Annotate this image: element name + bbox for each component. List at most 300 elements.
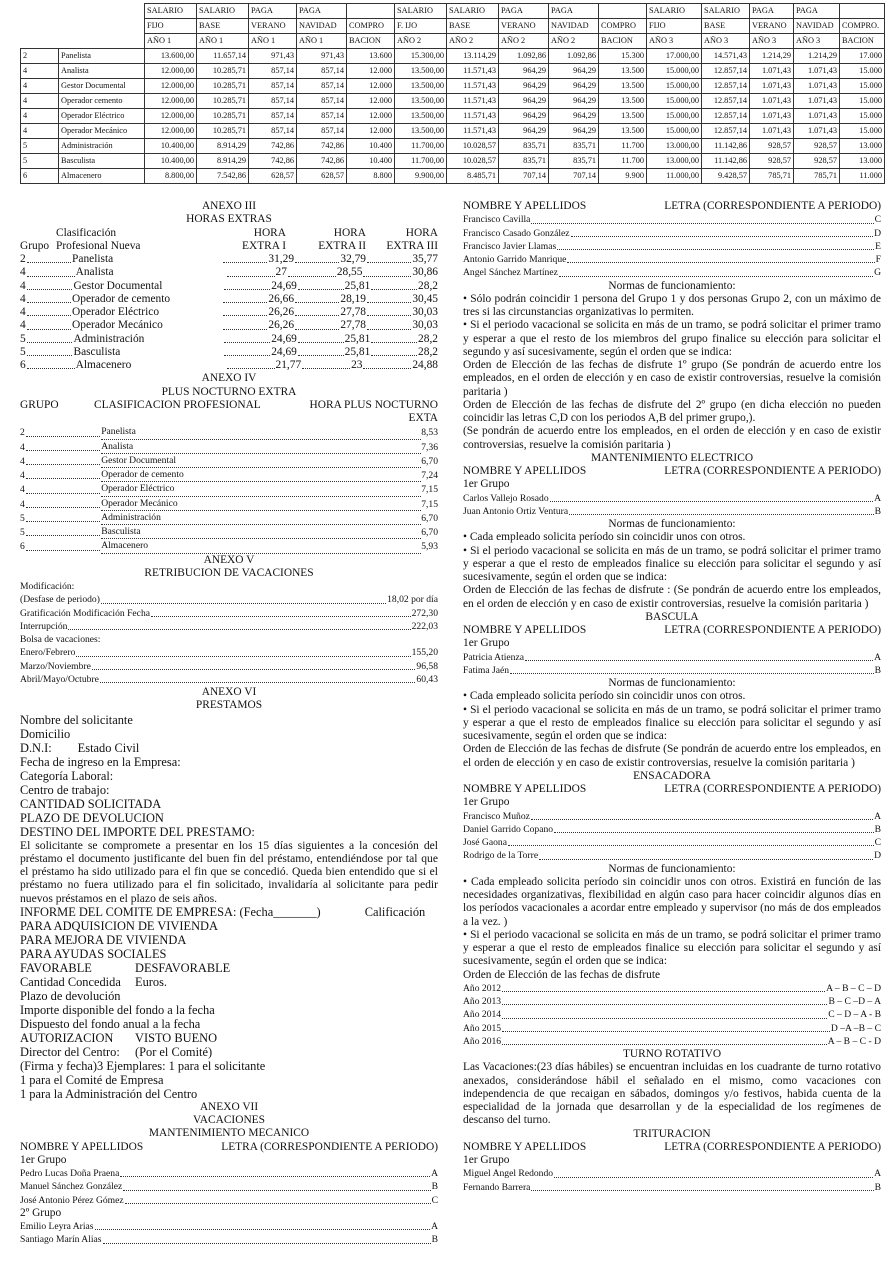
salary-cell: 12.000 (347, 64, 395, 79)
person-name: Santiago Marín Alias (20, 1234, 102, 1246)
group-number: 5 (20, 527, 25, 538)
person-name: Año 2013 (463, 996, 502, 1007)
salary-cell: 11.571,43 (447, 79, 499, 94)
norma-paragraph: • Si el periodo vacacional se solicita en más de un tramo, se podrá solicitar el primer tramo y esperar a que el resto de empleados finalice su elección para solicitar el segundo y así sucesivamente, según el orden que se indica: (463, 703, 881, 742)
leader-dots (502, 1031, 830, 1032)
anexo5-desfase: (Desfase de periodo) 18,02 por día (20, 594, 438, 606)
group-number: 2 (20, 427, 25, 439)
leader-dots (295, 315, 339, 316)
salary-cell: 10.285,71 (197, 124, 249, 139)
leader-dots (502, 991, 825, 992)
period-letter: A (431, 1221, 438, 1233)
leader-dots (559, 276, 873, 277)
bascula-rows (463, 651, 881, 678)
salary-header-cell: VERANO (750, 19, 794, 34)
bolsa-value: 155,20 (411, 647, 438, 659)
salary-cell: 971,43 (297, 49, 347, 64)
salary-row (21, 109, 885, 124)
ensacadora-normas (463, 876, 881, 969)
norma-paragraph: • Cada empleado solicita período sin coincidir unos con otros. Existirá en función de las necesidades organizativas, flexibilidad en algún caso para hacer coincidir algunos días en los períodos vacacionales a acordar entre empleado y supervisor (no más de dos empleados a la vez. ) (463, 875, 881, 928)
name-row (463, 1167, 881, 1180)
bolsa-label: Marzo/Noviembre (20, 660, 91, 672)
salary-cell: 7.542,86 (197, 169, 249, 184)
salary-cell: 742,86 (249, 154, 297, 169)
plus-value: 7,15 (421, 484, 438, 496)
leader-dots (223, 329, 267, 330)
person-name: Patricia Atienza (463, 651, 525, 663)
salary-header-cell (21, 34, 59, 49)
salary-cell: 835,71 (549, 154, 599, 169)
salary-cell: 15.000 (840, 109, 885, 124)
salary-cell: Administración (59, 139, 145, 154)
leader-dots (288, 276, 336, 277)
salary-cell: 11.700 (599, 139, 647, 154)
bolsa-row (20, 673, 438, 686)
salary-cell: 5 (21, 154, 59, 169)
salary-cell: 1.071,43 (794, 64, 840, 79)
salary-cell: 15.000 (840, 94, 885, 109)
name-row (463, 227, 881, 240)
mec-group1-rows (20, 1167, 438, 1207)
bolsa-label: Enero/Febrero (20, 647, 76, 659)
leader-dots (531, 1190, 873, 1191)
period-letter: B (431, 1181, 438, 1193)
salary-header-cell: FIJO (647, 19, 702, 34)
plus-value: 5,93 (421, 541, 438, 553)
salary-cell: 1.071,43 (750, 79, 794, 94)
name-row (463, 651, 881, 664)
period-letter: B (431, 1234, 438, 1246)
right-column: NOMBRE Y APELLIDOS LETRA (CORRESPONDIENTE A PERIODO) Francisco Cavilla C Francisco Casado González D Francisco Javier Llamas E Antonio Garrido Manrique F Angel Sánchez Martínez G Normas de funcionamiento: • Sólo podrán coincidir 1 persona del Grupo 1 y dos personas Grupo 2, con un máximo de tres si las circunstancias organizativas lo permiten. • Si el periodo vacacional se solicita en más de un tramo, se podrá solicitar el primer tramo y esperar a que el resto de los miembros del grupo finalice su elección para solicitar el segundo y así sucesivamente, según el orden que se indica: Orden de Elección de las fechas de disfrute 1º grupo (Se pondrán de acuerdo entre los empleados, en el orden de elección y en caso de existir controversias, resuelve la comisión paritaria ) Orden de Elección de las fechas de disfrute del 2º grupo (en dicha elección no pueden coincidir las letras C,D con los periodos A,B del primer grupo,). (Se pondrán de acuerdo entre los empleados, en el orden de elección y en caso de existir controversias, resuelve la comisión paritaria ) MANTENIMIENTO ELECTRICO NOMBRE Y APELLIDOS LETRA (CORRESPONDIENTE A PERIODO) 1er Grupo Carlos Vallejo Rosado A Juan Antonio Ortiz Ventura B Normas de funcionamiento: • Cada empleado solicita período sin coincidir unos con otros. • Si el periodo vacacional se solicita en más de un tramo, se podrá solicitar el primer tramo y esperar a que el resto de empleados finalice su elección para solicitar el segundo y así sucesivamente, según el orden que se indica: Orden de Elección de las fechas de disfrute : (Se pondrán de acuerdo entre los empleados, en el orden de elección y en caso de existir controversias, resuelve la comisión paritaria ) BASCULA NOMBRE Y APELLIDOS LETRA (CORRESPONDIENTE A PERIODO) 1er Grupo Patricia Atienza A Fatima Jaén B Normas de funcionamiento: • Cada empleado solicita período sin coincidir unos con otros. • Si el periodo vacacional se solicita en más de un tramo, se podrá solicitar el primer tramo y esperar a que el resto de empleados finalice su elección para solicitar el segundo y así sucesivamente, según el orden que se indica: Orden de Elección de las fechas de disfrute (Se pondrán de acuerdo entre los empleados, en el orden de elección y en caso de existir controversias, resuelve la comisión paritaria ) ENSACADORA NOMBRE Y APELLIDOS LETRA (CORRESPONDIENTE A PERIODO) 1er Grupo Francisco Muñoz A Daniel Garrido Copano B José Gaona C Rodrigo de la Torre D Normas de funcionamiento: • Cada empleado solicita período sin coincidir unos con otros. Existirá en función de las necesidades organizativas, flexibilidad en algún caso para hacer coincidir algunos días en los períodos vacacionales a acordar entre empleado y supervisor (no más de dos empleados a la vez. ) • Si el periodo vacacional se solicita en más de un tramo, se podrá solicitar el primer tramo y esperar a que el resto de empleados finalice su elección para solicitar el segundo y así sucesivamente, según el orden que se indica: Orden de Elección de las fechas de disfrute Año 2012 A – B – C – D Año 2013 B – C –D – A Año 2014 C – D – A - B Año 2015 D –A –B – C Año 2016 A – B – C - D TURNO ROTATIVO Las Vacaciones:(23 días hábiles) se encuentran incluidas en los cuadrante de turno rotativo anexados, considerándose hábil el señalado en el mismo, como vacaciones con independencia de que recaigan en sábados, domingos y/o festivos, habida cuenta de la especialidad de la jornada que desarrollan y de la especialidad de los regímenes de descanso del turno. TRITURACION NOMBRE Y APELLIDOS LETRA (CORRESPONDIENTE A PERIODO) 1er Grupo Miguel Angel Redondo A Fernando Barrera B (463, 200, 881, 1193)
salary-header-cell: AÑO 1 (197, 34, 249, 49)
mec-group2-rows (20, 1220, 438, 1247)
plus-value: 6,70 (421, 527, 438, 538)
salary-cell: 13.600 (347, 49, 395, 64)
period-letter: G (874, 267, 881, 279)
extra1-value: 21,77 (275, 359, 302, 371)
leader-dots (26, 450, 100, 451)
name-row (463, 995, 881, 1008)
extra2-value: 32,79 (340, 253, 367, 265)
extra2-value: 25,81 (344, 332, 371, 345)
anexo4-row (20, 468, 438, 482)
ensacadora-rows (463, 810, 881, 863)
salary-cell: 707,14 (499, 169, 549, 184)
leader-dots (26, 535, 100, 536)
norma-paragraph: • Si el periodo vacacional se solicita en más de un tramo, se podrá solicitar el primer tramo y esperar a que el resto de los miembros del grupo finalice su elección para solicitar el segundo y así sucesivamente, según el orden que se indica: (463, 319, 881, 358)
leader-dots (367, 262, 411, 263)
salary-cell: 15.000,00 (647, 94, 702, 109)
category-name: Almacenero (75, 359, 132, 371)
anexo3-rows (20, 253, 438, 372)
salary-cell: 13.600,00 (145, 49, 197, 64)
salary-cell: 15.000 (840, 124, 885, 139)
salary-header-cell: COMPRO (347, 19, 395, 34)
salary-cell: 11.571,43 (447, 94, 499, 109)
salary-header-cell (59, 4, 145, 19)
salary-cell: 8.800,00 (145, 169, 197, 184)
extra3-value: 35,77 (412, 253, 438, 265)
mec-normas (463, 293, 881, 452)
name-row (463, 823, 881, 836)
salary-cell: 11.571,43 (447, 124, 499, 139)
salary-header-cell: NAVIDAD (297, 19, 347, 34)
category-name: Panelista (72, 253, 114, 265)
norma-paragraph: • Si el periodo vacacional se solicita en más de un tramo, se podrá solicitar el primer tramo y esperar a que el resto de empleados finalice su elección para solicitar el segundo y así sucesivamente, según el orden que se indica: (463, 544, 881, 583)
name-row (20, 1180, 438, 1193)
salary-cell: 785,71 (750, 169, 794, 184)
category-name: Operador Mecánico (72, 319, 163, 332)
person-name: Francisco Muñoz (463, 810, 530, 822)
anexo6-title: ANEXO VI (201, 686, 257, 698)
name-row (463, 836, 881, 849)
salary-cell: 785,71 (794, 169, 840, 184)
category-name: Analista (75, 266, 114, 279)
salary-cell: 10.400,00 (145, 139, 197, 154)
salary-cell: 1.214,29 (750, 49, 794, 64)
salary-cell: 964,29 (549, 79, 599, 94)
period-letter: B (874, 1181, 881, 1193)
name-row (20, 1220, 438, 1233)
extra3-value: 30,45 (412, 292, 438, 305)
salary-header-cell: SALARIO (395, 4, 447, 19)
salary-cell: 15.000 (840, 79, 885, 94)
mec-continued-rows (463, 213, 881, 279)
period-letter: A (431, 1168, 438, 1180)
salary-header-cell: PAGA (499, 4, 549, 19)
group-number: 4 (20, 279, 26, 292)
elec-normas (463, 531, 881, 611)
salary-cell: 15.000,00 (647, 64, 702, 79)
leader-dots (92, 669, 416, 670)
salary-cell: 9.428,57 (702, 169, 750, 184)
leader-dots (557, 249, 874, 250)
salary-cell: 12.000,00 (145, 79, 197, 94)
leader-dots (120, 1176, 430, 1177)
salary-cell: 13.000 (840, 154, 885, 169)
salary-cell: 13.500 (599, 79, 647, 94)
name-row (463, 982, 881, 995)
salary-row (21, 124, 885, 139)
salary-cell: 13.500 (599, 64, 647, 79)
leader-dots (95, 1229, 431, 1230)
salary-header-cell: VERANO (499, 19, 549, 34)
bolsa-row (20, 646, 438, 659)
salary-cell: 628,57 (297, 169, 347, 184)
name-row (463, 810, 881, 823)
leader-dots (295, 329, 339, 330)
elec-rows (463, 492, 881, 519)
salary-cell: 14.571,43 (702, 49, 750, 64)
period-letter: A (874, 492, 881, 504)
salary-cell: 964,29 (499, 124, 549, 139)
person-name: Juan Antonio Ortiz Ventura (463, 505, 569, 517)
plus-value: 6,70 (421, 512, 438, 524)
leader-dots (224, 342, 270, 343)
anexo5-title: ANEXO V (203, 553, 255, 566)
left-column: ANEXO III HORAS EXTRAS Clasificación HORA HORA HORA Grupo Profesional Nueva EXTRA I EXTRA II EXTRA III 2 Panelista 31,29 32,79 35,77 4 Analista 27 28,55 30,86 4 Gestor Documental 24,69 25,81 28,2 4 Operador de cemento 26,66 28,19 30,45 4 Operador Eléctrico 26,26 27,78 30,03 4 Operador Mecánico 26,26 27,78 30,03 5 Administración 24,69 25,81 28,2 5 Basculista 24,69 25,81 28,2 6 Almacenero 21,77 23 24,88 ANEXO IV PLUS NOCTURNO EXTRA GRUPO CLASIFICACION PROFESIONAL HORA PLUS NOCTURNO EXTA 2 Panelista 8,53 4 Analista 7,36 4 Gestor Documental 6,70 4 Operador de cemento 7,24 4 Operador Eléctrico 7,15 4 Operador Mecánico 7,15 5 Administración 6,70 5 Basculista 6,70 6 Almacenero 5,93 ANEXO V RETRIBUCION DE VACACIONES Modificación: (Desfase de periodo) 18,02 por día Gratificación Modificación Fecha 272,30 Interrupción 222,03 Bolsa de vacaciones: Enero/Febrero 155,20 Marzo/Noviembre 96,58 Abril/Mayo/Octubre 60,43 ANEXO VI PRESTAMOS Nombre del solicitante Domicilio D.N.I: Estado Civil Fecha de ingreso en la Empresa: Categoría Laboral: Centro de trabajo: CANTIDAD SOLICITADA PLAZO DE DEVOLUCION DESTINO DEL IMPORTE DEL PRESTAMO: El solicitante se compromete a presentar en los 15 días siguientes a la concesión del préstamo el documento justificante del buen fin del préstamo, entendiéndose por tal que el préstamo ha sido utilizado para el fin que se concedió. Queda bien entendido que si el préstamo no fuera utilizado para el fin solicitado, invalidaría al solicitante para pedir nuevos préstamos en el plazo de seis años. INFORME DEL COMITE DE EMPRESA: (Fecha_______) Calificación PARA ADQUISICION DE VIVIENDA PARA MEJORA DE VIVIENDA PARA AYUDAS SOCIALES FAVORABLE DESFAVORABLE Cantidad Concedida Euros. Plazo de devolución Importe disponible del fondo a la fecha Dispuesto del fondo anual a la fecha AUTORIZACION VISTO BUENO Director del Centro: (Por el Comité) (Firma y fecha)3 Ejemplares: 1 para el solicitante 1 para el Comité de Empresa 1 para la Administración del Centro ANEXO VII VACACIONES MANTENIMIENTO MECANICO NOMBRE Y APELLIDOS LETRA (CORRESPONDIENTE A PERIODO) 1er Grupo Pedro Lucas Doña Praena A Manuel Sánchez González B José Antonio Pérez Gómez C 2º Grupo Emilio Leyra Arias A Santiago Marín Alias B (20, 200, 438, 1246)
salary-cell: 10.028,57 (447, 139, 499, 154)
name-row (463, 213, 881, 226)
trit-rows (463, 1167, 881, 1194)
salary-header-cell (59, 34, 145, 49)
salary-header-cell: SALARIO (145, 4, 197, 19)
norma-paragraph: • Si el periodo vacacional se solicita en más de un tramo, se podrá solicitar el primer tramo y esperar a que el resto de empleados finalice su elección para solicitar el segundo y así sucesivamente, según el orden que se indica: (463, 928, 881, 968)
norma-paragraph: • Cada empleado solicita período sin coincidir unos con otros. (463, 690, 746, 703)
category-name: Basculista (101, 525, 421, 539)
salary-cell: 13.000,00 (647, 139, 702, 154)
salary-cell: Gestor Documental (59, 79, 145, 94)
salary-cell: 4 (21, 79, 59, 94)
salary-cell: 1.071,43 (794, 109, 840, 124)
name-row (463, 664, 881, 677)
salary-cell: 12.000,00 (145, 94, 197, 109)
name-row (463, 1181, 881, 1194)
leader-dots (295, 262, 339, 263)
period-letter: B (874, 505, 881, 517)
group-number: 4 (20, 266, 26, 279)
norma-paragraph: Orden de Elección de las fechas de disfrute : (Se pondrán de acuerdo entre los empleados, en el orden de elección y en caso de existir controversias, resuelve la comisión paritaria ) (463, 584, 881, 610)
category-name: Gestor Documental (101, 454, 421, 468)
period-letter: C (431, 1194, 438, 1206)
category-name: Almacenero (101, 539, 421, 553)
norma-paragraph: Orden de Elección de las fechas de disfrute 1º grupo (Se pondrán de acuerdo entre los empleados, en el orden de elección y en caso de existir controversias, resuelve la comisión paritaria ) (463, 359, 881, 398)
group-number: 5 (20, 512, 25, 524)
salary-cell: 11.142,86 (702, 139, 750, 154)
anexo4-row (20, 497, 438, 511)
bolsa-row (20, 660, 438, 673)
salary-cell: 10.400,00 (145, 154, 197, 169)
category-name: Operador de cemento (101, 468, 421, 482)
salary-cell: 13.500 (599, 124, 647, 139)
leader-dots (510, 673, 874, 674)
name-row (463, 1022, 881, 1035)
salary-header-cell (21, 4, 59, 19)
salary-row (21, 49, 885, 64)
leader-dots (298, 342, 344, 343)
salary-header-cell: COMPRO. (840, 19, 885, 34)
leader-dots (554, 1177, 873, 1178)
plus-value: 7,36 (421, 441, 438, 453)
salary-cell: 5 (21, 139, 59, 154)
extra1-value: 26,26 (268, 306, 295, 318)
category-name: Operador de cemento (72, 292, 171, 305)
leader-dots (371, 355, 417, 356)
plus-value: 7,24 (421, 470, 438, 481)
name-row (463, 266, 881, 279)
salary-cell: 12.000 (347, 94, 395, 109)
salary-cell: 964,29 (549, 124, 599, 139)
period-letter: A – B – C - D (827, 1035, 881, 1047)
anexo5-subtitle: RETRIBUCION DE VACACIONES (144, 566, 314, 579)
group-number: 4 (20, 306, 26, 318)
period-letter: C (874, 214, 881, 226)
leader-dots (302, 368, 350, 369)
norma-paragraph: • Cada empleado solicita período sin coincidir unos con otros. (463, 531, 746, 544)
period-letter: E (875, 240, 881, 252)
salary-cell: 15.000,00 (647, 79, 702, 94)
anexo4-row (20, 511, 438, 525)
category-name: Operador Eléctrico (101, 482, 421, 496)
norma-paragraph: (Se pondrán de acuerdo entre los empleados, en el orden de elección y en caso de existir controversias, resuelve la comisión paritaria ) (463, 425, 881, 451)
salary-cell: 964,29 (499, 79, 549, 94)
salary-cell: 15.000,00 (647, 109, 702, 124)
salary-cell: 15.000,00 (647, 124, 702, 139)
group-number: 4 (20, 484, 25, 496)
period-letter: B (874, 664, 881, 676)
name-row (463, 240, 881, 253)
leader-dots (27, 302, 71, 303)
salary-cell: 835,71 (549, 139, 599, 154)
salary-cell: 12.857,14 (702, 79, 750, 94)
person-name: Antonio Garrido Manrique (463, 254, 567, 265)
salary-header-cell: AÑO 1 (297, 34, 347, 49)
person-name: Rodrigo de la Torre (463, 850, 539, 862)
salary-cell: 1.071,43 (794, 79, 840, 94)
trit-title: TRITURACION (633, 1127, 711, 1140)
leader-dots (539, 859, 873, 860)
leader-dots (525, 660, 873, 661)
norma-paragraph: • Sólo podrán coincidir 1 persona del Grupo 1 y dos personas Grupo 2, con un máximo de tres si las circunstancias organizativas lo permiten. (463, 292, 881, 318)
salary-cell: 1.071,43 (794, 94, 840, 109)
salary-cell: 11.700,00 (395, 154, 447, 169)
person-name: Miguel Angel Redondo (463, 1168, 554, 1180)
salary-header-cell: FIJO (145, 19, 197, 34)
anexo3-row (20, 306, 438, 319)
leader-dots (26, 436, 100, 437)
leader-dots (125, 1203, 431, 1204)
period-letter: C (874, 837, 881, 848)
name-row (463, 492, 881, 505)
anexo3-row (20, 266, 438, 279)
salary-header-cell (840, 4, 885, 19)
leader-dots (227, 368, 275, 369)
name-row (20, 1194, 438, 1207)
leader-dots (227, 276, 275, 277)
leader-dots (103, 1243, 431, 1244)
salary-header-cell: SALARIO (197, 4, 249, 19)
leader-dots (571, 236, 874, 237)
person-name: José Antonio Pérez Gómez (20, 1194, 124, 1206)
salary-cell: 857,14 (249, 94, 297, 109)
salary-cell: 10.285,71 (197, 94, 249, 109)
period-letter: A (874, 810, 881, 822)
salary-cell: 4 (21, 94, 59, 109)
person-name: Francisco Javier Llamas (463, 240, 557, 252)
extra1-value: 26,66 (268, 292, 295, 305)
leader-dots (223, 315, 267, 316)
salary-header-cell: PAGA (249, 4, 297, 19)
salary-header-cell: AÑO 2 (499, 34, 549, 49)
anexo6-paragraph: El solicitante se compromete a presentar en los 15 días siguientes a la concesión del préstamo el documento justificante del buen fin del préstamo, entendiéndose por tal que el préstamo ha sido utilizado para el fin que se concedió. Queda bien entendido que si el préstamo no fuera utilizado para el fin solicitado, invalidaría al solicitante para pedir nuevos préstamos en el plazo de seis años. (20, 838, 438, 905)
period-letter: B (874, 823, 881, 835)
period-letter: A – B – C – D (826, 982, 881, 994)
salary-cell: 742,86 (297, 139, 347, 154)
salary-cell: 835,71 (499, 154, 549, 169)
salary-cell: 857,14 (249, 124, 297, 139)
salary-header-cell: SALARIO (702, 4, 750, 19)
anexo4-title: ANEXO IV (201, 372, 257, 385)
salary-cell: 10.285,71 (197, 109, 249, 124)
leader-dots (295, 302, 339, 303)
salary-cell: 12.000,00 (145, 124, 197, 139)
salary-cell: 11.700,00 (395, 139, 447, 154)
group-number: 4 (20, 292, 26, 305)
salary-header-cell: BACION (599, 34, 647, 49)
norma-paragraph: Orden de Elección de las fechas de disfrute del 2º grupo (en dicha elección no pueden coincidir las letras C,D con los periodos A,B del primer grupo,). (463, 398, 881, 424)
person-name: Daniel Garrido Copano (463, 823, 554, 835)
salary-cell: Almacenero (59, 169, 145, 184)
anexo7-title: ANEXO VII (199, 1100, 259, 1113)
turno-title: TURNO ROTATIVO (622, 1048, 722, 1060)
person-name: Año 2015 (463, 1022, 502, 1034)
salary-cell: 1.071,43 (794, 124, 840, 139)
salary-header-cell: AÑO 2 (447, 34, 499, 49)
person-name: José Gaona (463, 837, 507, 848)
bolsa-label: Abril/Mayo/Octubre (20, 673, 99, 685)
name-row (20, 1167, 438, 1180)
anexo7-header: NOMBRE Y APELLIDOS LETRA (CORRESPONDIENTE A PERIODO) (20, 1140, 438, 1153)
extra3-value: 30,03 (412, 306, 438, 318)
salary-cell: 742,86 (297, 154, 347, 169)
salary-header-cell: COMPRO (599, 19, 647, 34)
anexo3-row (20, 293, 438, 306)
salary-header-cell: NAVIDAD (549, 19, 599, 34)
category-name: Panelista (101, 425, 421, 439)
anexo4-row (20, 454, 438, 468)
name-row (463, 1035, 881, 1048)
person-name: Carlos Vallejo Rosado (463, 492, 549, 504)
extra1-value: 24,69 (271, 332, 297, 345)
category-name: Basculista (73, 345, 121, 358)
leader-dots (502, 1004, 827, 1005)
salary-cell: 9.900 (599, 169, 647, 184)
person-name: Francisco Cavilla (463, 214, 531, 226)
leader-dots (502, 1044, 827, 1045)
anexo4-row (20, 539, 438, 553)
salary-cell: 13.500,00 (395, 79, 447, 94)
salary-cell: 4 (21, 124, 59, 139)
name-row (463, 505, 881, 518)
leader-dots (224, 289, 270, 290)
salary-row (21, 169, 885, 184)
salary-cell: 4 (21, 109, 59, 124)
salary-header-cell: AÑO 2 (549, 34, 599, 49)
person-name: Año 2012 (463, 982, 502, 994)
anexo3-title: ANEXO III (201, 200, 257, 212)
extra2-value: 28,55 (336, 266, 363, 279)
leader-dots (224, 355, 270, 356)
salary-cell: 964,29 (499, 94, 549, 109)
leader-dots (569, 514, 874, 515)
salary-cell: 835,71 (499, 139, 549, 154)
leader-dots (363, 368, 411, 369)
period-letter: A (874, 1168, 881, 1180)
salary-cell: 742,86 (249, 139, 297, 154)
person-name: Año 2014 (463, 1009, 502, 1021)
salary-header-cell: BASE (447, 19, 499, 34)
leader-dots (363, 276, 411, 277)
right-header-1: NOMBRE Y APELLIDOS LETRA (CORRESPONDIENTE A PERIODO) (463, 200, 881, 212)
salary-cell: 10.285,71 (197, 64, 249, 79)
salary-header-row (21, 4, 885, 19)
salary-cell: 928,57 (750, 154, 794, 169)
salary-cell: 928,57 (794, 154, 840, 169)
salary-cell: 857,14 (297, 79, 347, 94)
salary-row (21, 139, 885, 154)
leader-dots (26, 478, 100, 479)
salary-cell: 11.657,14 (197, 49, 249, 64)
